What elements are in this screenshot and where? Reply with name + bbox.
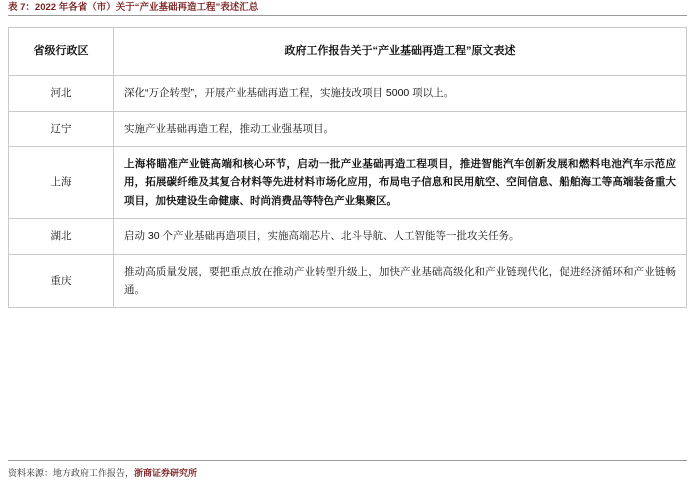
table-row — [9, 147, 687, 219]
region-statement: 启动 30 个产业基础再造项目，实施高端芯片、北斗导航、人工智能等一批攻关任务。 — [114, 219, 687, 254]
region-name: 辽宁 — [9, 111, 114, 146]
table-row — [9, 76, 687, 111]
table-title: 表 7：2022 年各省（市）关于“产业基础再造工程”表述汇总 — [8, 2, 259, 13]
table-container — [8, 27, 687, 455]
column-header-statement: 政府工作报告关于“产业基础再造工程”原文表述 — [114, 28, 687, 76]
region-name: 河北 — [9, 76, 114, 111]
column-header-region: 省级行政区 — [9, 28, 114, 76]
source-note — [8, 465, 687, 481]
source-prefix: 资料来源：地方政府工作报告， — [8, 468, 135, 478]
region-statement: 推动高质量发展，要把重点放在推动产业转型升级上，加快产业基础高级化和产业链现代化，促进经济循环和产业链畅通。 — [114, 254, 687, 308]
table-row — [9, 219, 687, 254]
region-statement: 上海将瞄准产业链高端和核心环节，启动一批产业基础再造工程项目，推进智能汽车创新发展和燃料电池汽车示范应用，拓展碳纤维及其复合材料等先进材料市场化应用，布局电子信息和民用航空、空间信息、船舶海工等高端装备重大项目，加快建设生命健康、时尚消费品等特色产业集聚区。 — [114, 147, 687, 219]
table-row — [9, 254, 687, 308]
table-header-row — [9, 28, 687, 76]
source-organization: 浙商证券研究所 — [134, 468, 198, 478]
table-row — [9, 111, 687, 146]
title-divider — [8, 15, 687, 16]
region-name: 上海 — [9, 147, 114, 219]
region-statement: 深化“万企转型”，开展产业基础再造工程，实施技改项目 5000 项以上。 — [114, 76, 687, 111]
region-statement: 实施产业基础再造工程，推动工业强基项目。 — [114, 111, 687, 146]
region-name: 湖北 — [9, 219, 114, 254]
region-name: 重庆 — [9, 254, 114, 308]
source-divider — [8, 460, 687, 461]
summary-table — [8, 27, 687, 308]
